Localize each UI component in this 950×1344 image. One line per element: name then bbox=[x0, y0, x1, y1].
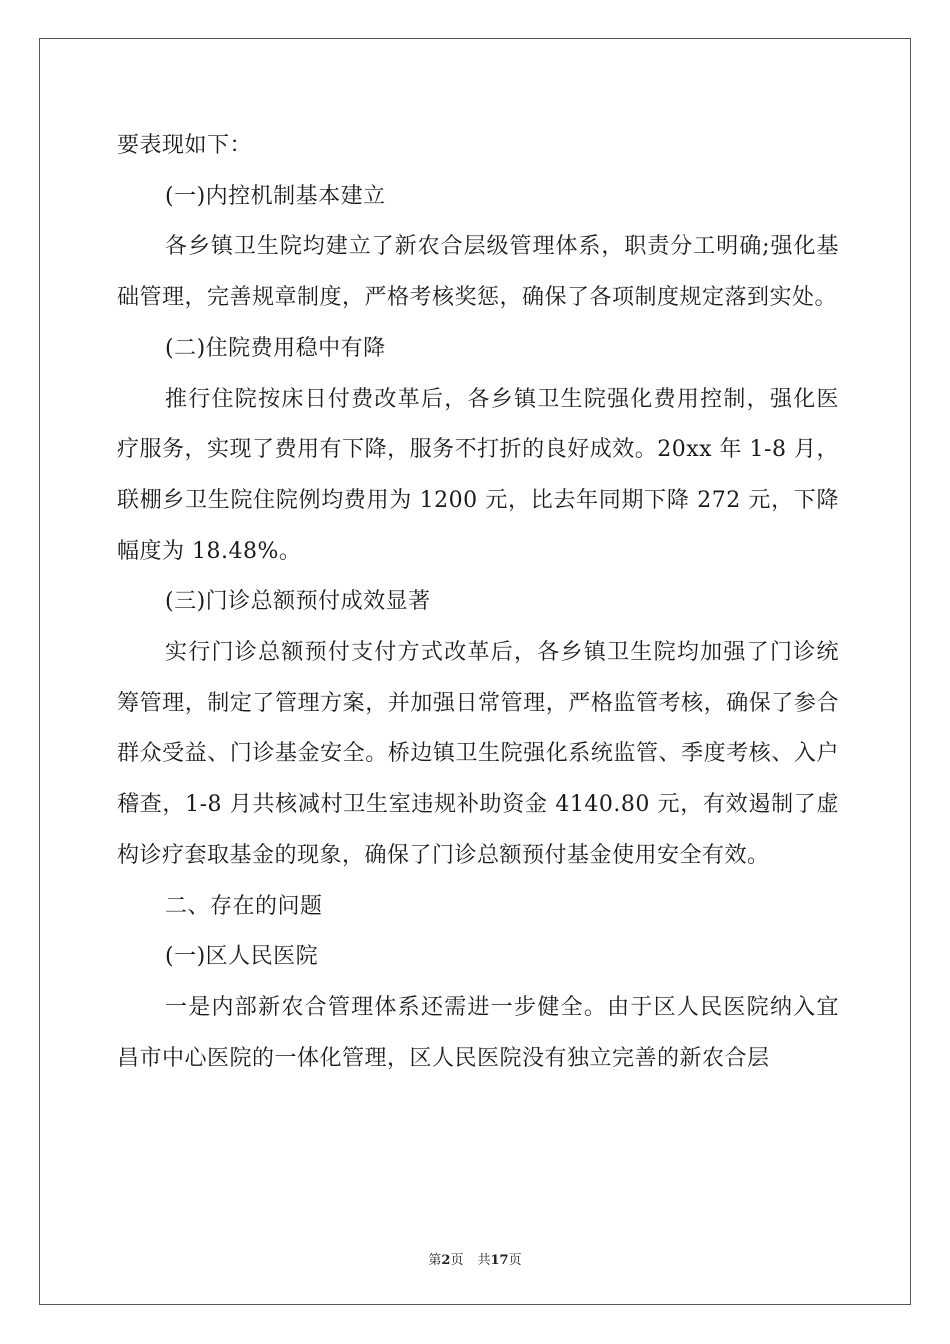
page-suffix: 页 bbox=[450, 1253, 464, 1268]
total-suffix: 页 bbox=[508, 1253, 522, 1268]
section-heading: (一)区人民医院 bbox=[165, 944, 319, 970]
chapter-heading: 二、存在的问题 bbox=[165, 893, 323, 919]
paragraph: 各乡镇卫生院均建立了新农合层级管理体系，职责分工明确;强化基础管理，完善规章制度，严格考核奖惩，确保了各项制度规定落到实处。 bbox=[117, 234, 839, 311]
total-pages: 17 bbox=[490, 1253, 509, 1268]
document-body bbox=[117, 121, 839, 1084]
paragraph: 推行住院按床日付费改革后，各乡镇卫生院强化费用控制，强化医疗服务，实现了费用有下降，服务不打折的良好成效。20xx 年 1-8 月，联棚乡卫生院住院例均费用为 1200 元，比去年同期下降 272 元，下降幅度为 18.48%。 bbox=[117, 386, 839, 564]
page-prefix: 第 bbox=[428, 1253, 442, 1268]
section-heading: (二)住院费用稳中有降 bbox=[165, 335, 386, 361]
page-footer bbox=[0, 1249, 950, 1268]
section-heading: (一)内控机制基本建立 bbox=[165, 183, 386, 209]
section-heading: (三)门诊总额预付成效显著 bbox=[165, 589, 431, 615]
page-number: 2 bbox=[441, 1253, 451, 1268]
total-prefix: 共 bbox=[477, 1253, 491, 1268]
paragraph: 一是内部新农合管理体系还需进一步健全。由于区人民医院纳入宜昌市中心医院的一体化管理，区人民医院没有独立完善的新农合层 bbox=[117, 994, 839, 1071]
paragraph: 实行门诊总额预付支付方式改革后，各乡镇卫生院均加强了门诊统筹管理，制定了管理方案，并加强日常管理，严格监管考核，确保了参合群众受益、门诊基金安全。桥边镇卫生院强化系统监管、季度考核、入户稽查，1-8 月共核减村卫生室违规补助资金 4140.80 元，有效遏制了虚构诊疗套取基金的现象，确保了门诊总额预付基金使用安全有效。 bbox=[117, 640, 839, 868]
paragraph: 要表现如下： bbox=[117, 133, 253, 158]
